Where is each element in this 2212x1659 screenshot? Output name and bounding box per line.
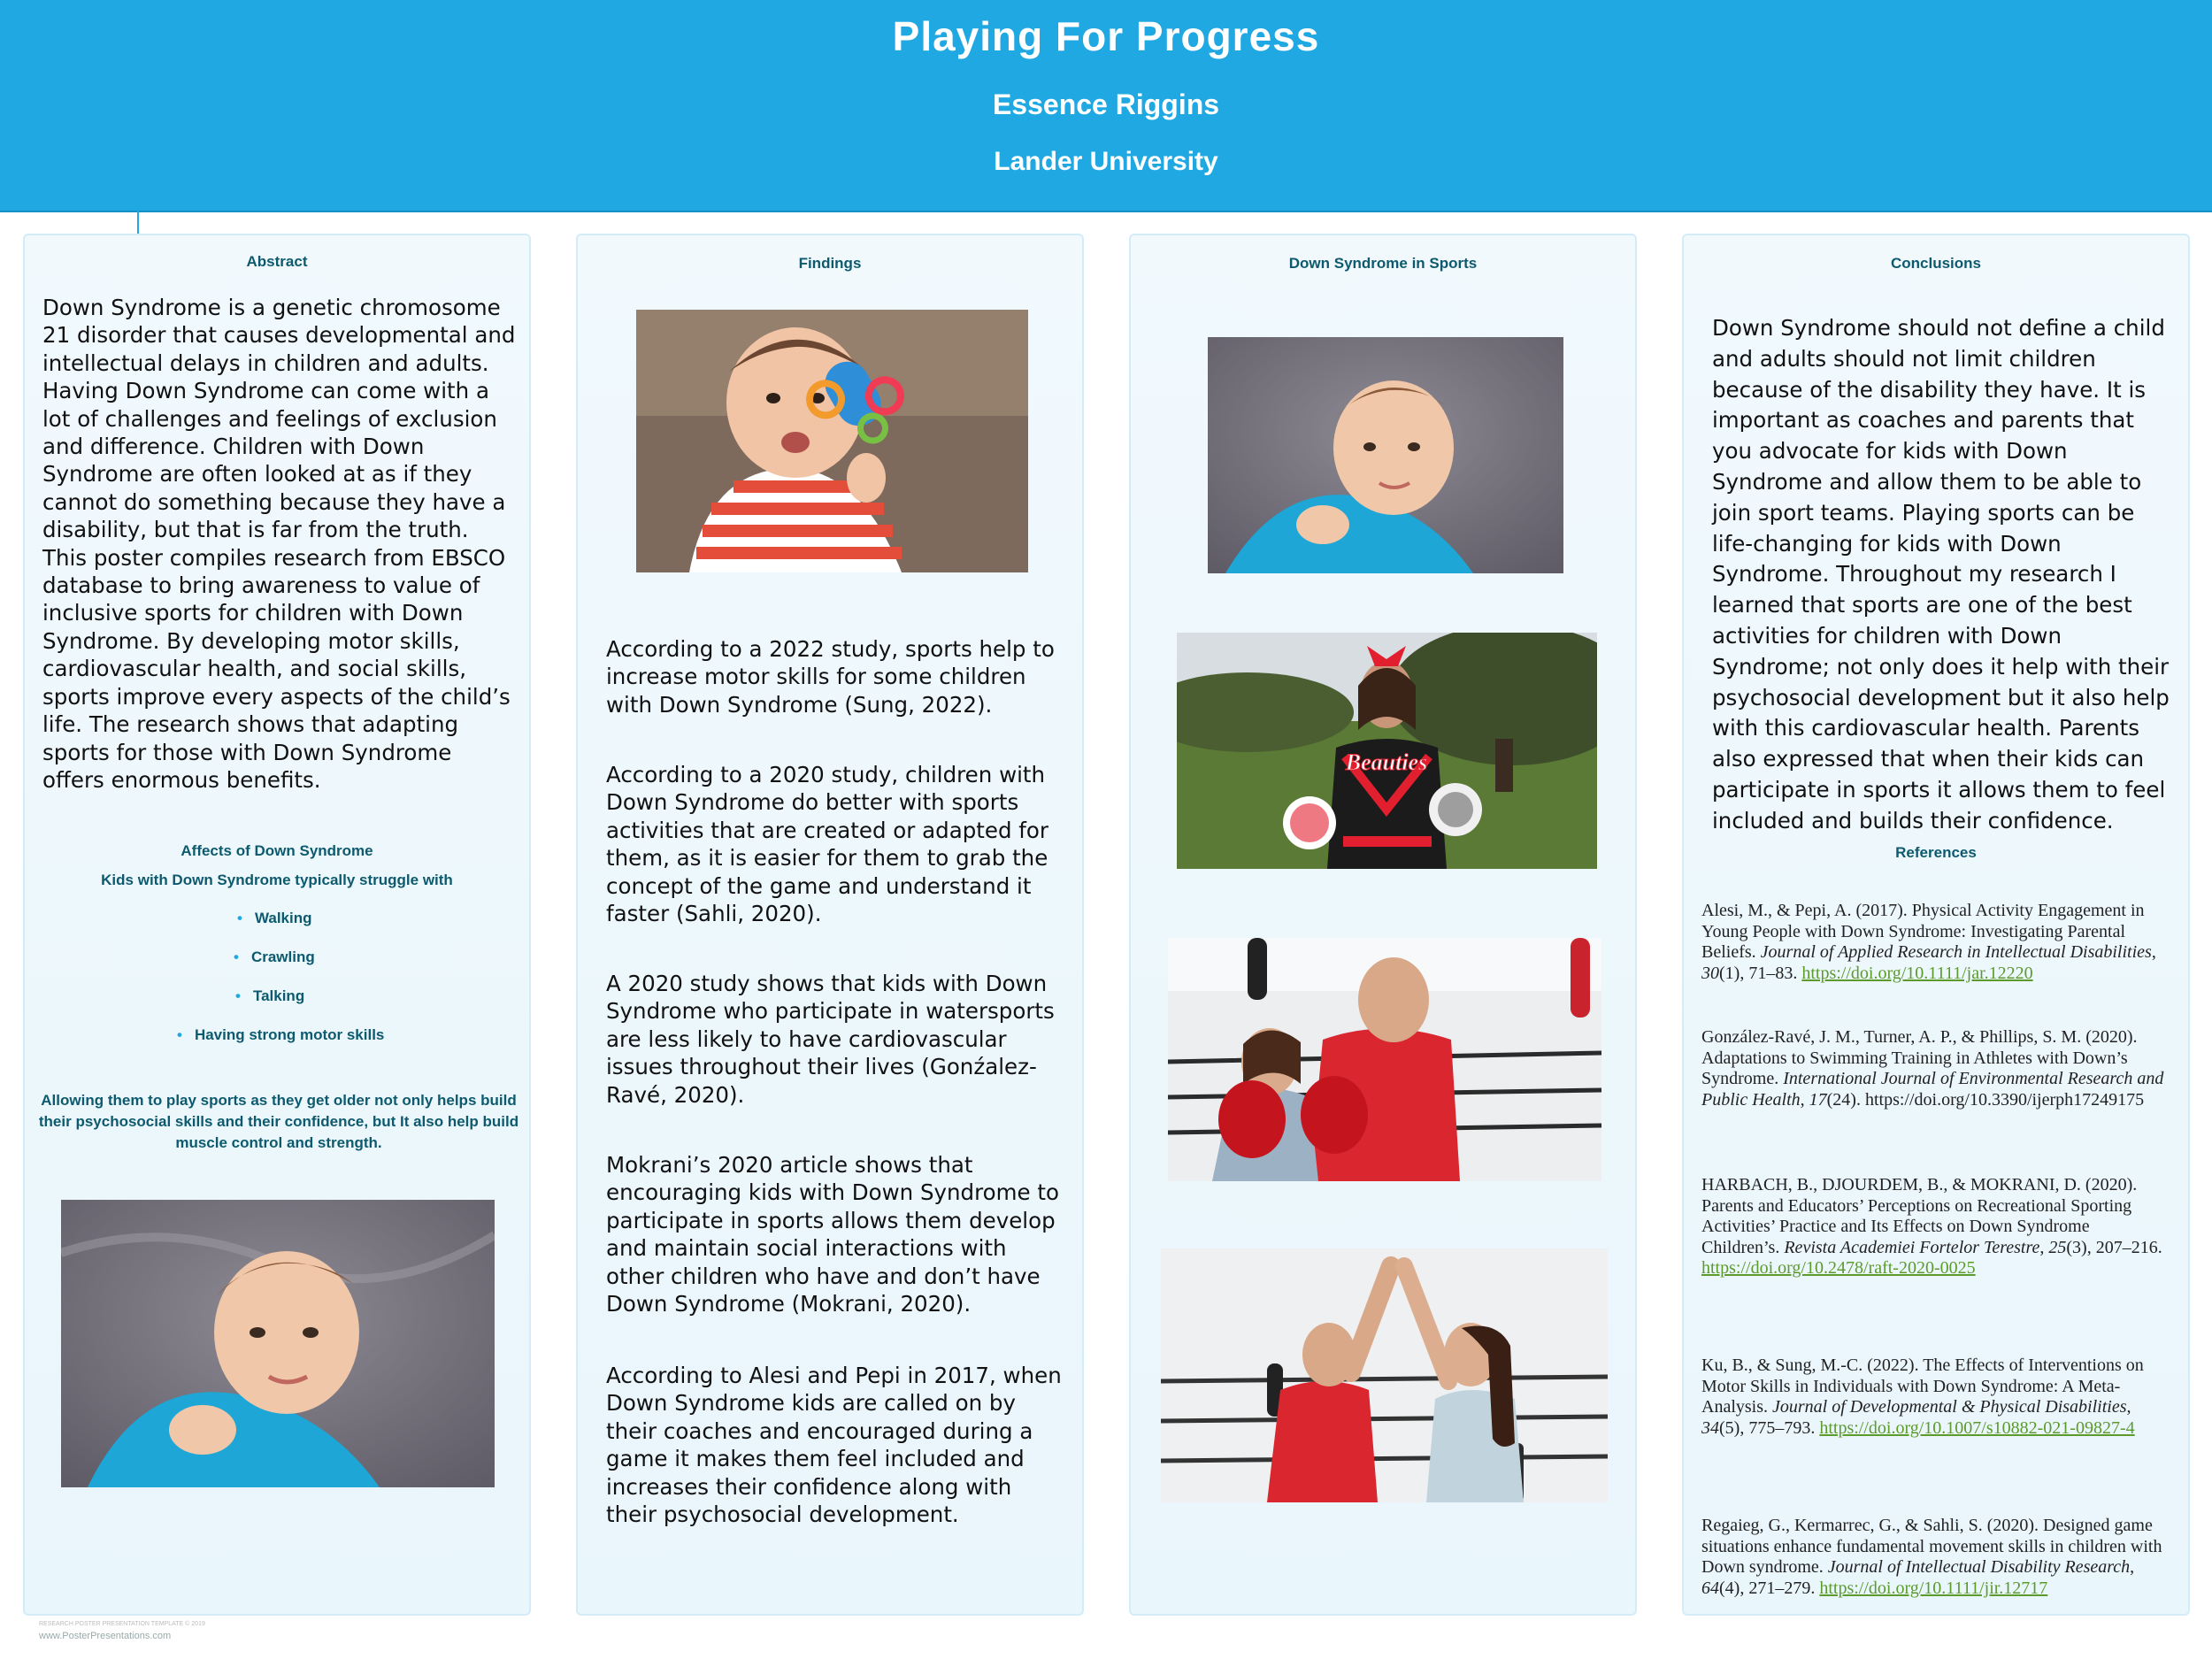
abstract-text: Down Syndrome is a genetic chromosome 21 disorder that causes developmental and intellectual delays in children and adults. Having Down Syndrome can come with a lot of challenges and feelings of exclusion and difference. Children with Down Syndrome are often looked at as if they cannot do something because they have a disability, but that is far from the truth. This poster compiles research from EBSCO database to bring awareness to value of inclusive sports for children with Down Syndrome. By developing motor skills, cardiovascular health, and social skills, sports improve every aspects of the child’s life. The research shows that adapting sports for those with Down Syndrome offers enormous benefits. (42, 295, 516, 793)
high-five-photo (1161, 1248, 1608, 1502)
reference-volume: 34 (1701, 1417, 1719, 1438)
finding-paragraph: Mokrani’s 2020 article shows that encouraging kids with Down Syndrome to participate in sports allows them develop and maintain social interactions with other children who have and don’t have Down Syndrome (Mokrani, 2020). (606, 1152, 1059, 1317)
conclusions-panel (1682, 234, 2190, 1616)
finding-paragraph: According to a 2022 study, sports help to increase motor skills for some children with Down Syndrome (Sung, 2022). (606, 636, 1055, 718)
cheerleader-photo (1177, 633, 1597, 869)
abstract-panel (23, 234, 531, 1616)
reference-text: Ku, B., & Sung, M.-C. (2022). The Effects of Interventions on Motor Skills in Individuals with Down Syndrome: A Meta-Analysis. (1701, 1356, 2144, 1417)
reference-link[interactable]: https://doi.org/10.1007/s10882-021-09827-4 (1819, 1417, 2135, 1438)
reference-text: HARBACH, B., DJOURDEM, B., & MOKRANI, D. (2020). Parents and Educators’ Perceptions on Recreational Sporting Activities’ Practice and Its Effects on Down Syndrome Children’s. (1701, 1175, 2138, 1257)
affects-item: • Having strong motor skills (177, 1026, 384, 1044)
reference-volume: 25 (2048, 1237, 2067, 1257)
reference-text: González-Ravé, J. M., Turner, A. P., & Phillips, S. M. (2020). Adaptations to Swimming Training in Athletes with Down’s Syndrome. (1701, 1027, 2138, 1089)
reference-volume: 30 (1701, 963, 1719, 983)
reference-item (1701, 901, 2170, 984)
sports-panel (1129, 234, 1637, 1616)
reference-text: (5), 775–793. (1719, 1417, 1820, 1438)
findings-panel (576, 234, 1084, 1616)
abstract-heading: Abstract (246, 253, 308, 270)
reference-journal: Revista Academiei Fortelor Terestre (1784, 1237, 2040, 1257)
reference-journal: Journal of Developmental & Physical Disabilities (1772, 1397, 2127, 1417)
abstract-closing: Allowing them to play sports as they get older not only helps build their psychosocial skills and their confidence, but It also help build muscle control and strength. (38, 1092, 519, 1151)
affects-item: • Talking (235, 987, 304, 1005)
affects-title: Affects of Down Syndrome (180, 842, 373, 859)
reference-journal: Journal of Intellectual Disability Research (1827, 1557, 2131, 1578)
header-tick-mark (137, 211, 139, 234)
author-name: Essence Riggins (992, 88, 1220, 120)
reference-text: , (2126, 1397, 2131, 1417)
findings-heading: Findings (798, 255, 862, 272)
finding-paragraph: According to Alesi and Pepi in 2017, when Down Syndrome kids are called on by their coaches and encouraged during a game it makes them feel included and increases their confidence along with their psychosocial development. (606, 1363, 1062, 1528)
reference-text: Regaieg, G., Kermarrec, G., & Sahli, S. (2020). Designed game situations enhance fundamental movement skills in children with Down syndrome. (1701, 1516, 2162, 1578)
conclusions-text: Down Syndrome should not define a child and adults should not limit children because of the disability they have. It is important as coaches and parents that you advocate for kids with Down Syndrome and allow them to be able to join sport teams. Playing sports can be life-changing for kids with Down Syndrome. Throughout my research I learned that sports are one of the best activities for children with Down Syndrome; not only does it help with their psychosocial development but it also help with this cardiovascular health. Parents also expressed that when their kids can participate in sports it allows them to feel included and builds their confidence. (1712, 315, 2170, 833)
reference-text: , (1800, 1089, 1809, 1110)
affects-subtitle: Kids with Down Syndrome typically struggle with (101, 872, 453, 888)
reference-volume: 17 (1809, 1089, 1827, 1110)
reference-item (1701, 1356, 2170, 1439)
poster-header (0, 0, 2212, 212)
reference-text: , (2039, 1237, 2049, 1257)
reference-text: (24). https://doi.org/10.3390/ijerph17249175 (1826, 1089, 2145, 1110)
finding-paragraph: A 2020 study shows that kids with Down Syndrome who participate in watersports are less likely to have cardiovascular issues throughout their lives (Gonźalez-Ravé, 2020). (606, 971, 1055, 1108)
affects-item: • Walking (237, 910, 312, 927)
conclusions-heading: Conclusions (1890, 255, 1981, 272)
institution-name: Lander University (994, 147, 1218, 176)
references-heading: References (1895, 844, 1977, 861)
affects-item: • Crawling (234, 949, 315, 966)
cheer-shirt-text: Beauties (1345, 749, 1428, 775)
sports-heading: Down Syndrome in Sports (1288, 255, 1478, 272)
poster-title: Playing For Progress (892, 13, 1320, 59)
footer-credit: www.PosterPresentations.com (39, 1631, 172, 1641)
reference-text: , (2151, 942, 2156, 963)
reference-item (1701, 1175, 2170, 1279)
reference-journal: Journal of Applied Research in Intellectual Disabilities (1760, 942, 2152, 963)
reference-text: , (2130, 1557, 2135, 1578)
reference-text: Alesi, M., & Pepi, A. (2017). Physical Activity Engagement in Young People with Down Syndrome: Investigating Parental Beliefs. (1701, 901, 2145, 963)
reference-item (1701, 1516, 2170, 1599)
reference-text: (1), 71–83. (1719, 963, 1802, 983)
reference-item (1701, 1027, 2170, 1110)
footer-fine-print: RESEARCH POSTER PRESENTATION TEMPLATE © 2019 (39, 1621, 205, 1627)
baby-photo (61, 1200, 495, 1487)
reference-text: (3), 207–216. (2066, 1237, 2162, 1257)
reference-link[interactable]: https://doi.org/10.1111/jar.12220 (1801, 963, 2033, 983)
reference-journal: International Journal of Environmental Research and Public Health (1701, 1069, 2164, 1110)
reference-text: (4), 271–279. (1719, 1578, 1820, 1598)
boxing-coach-photo (1168, 938, 1601, 1181)
finding-paragraph: According to a 2020 study, children with Down Syndrome do better with sports activities that are created or adapted for them, as it is easier for them to grab the concept of the game and understand it faster (Sahli, 2020). (606, 762, 1048, 927)
baby-photo-small (1208, 337, 1563, 573)
toddler-toy-photo (636, 310, 1028, 572)
reference-link[interactable]: https://doi.org/10.1111/jir.12717 (1819, 1578, 2048, 1598)
reference-link[interactable]: https://doi.org/10.2478/raft-2020-0025 (1701, 1258, 1976, 1279)
reference-volume: 64 (1701, 1578, 1719, 1598)
